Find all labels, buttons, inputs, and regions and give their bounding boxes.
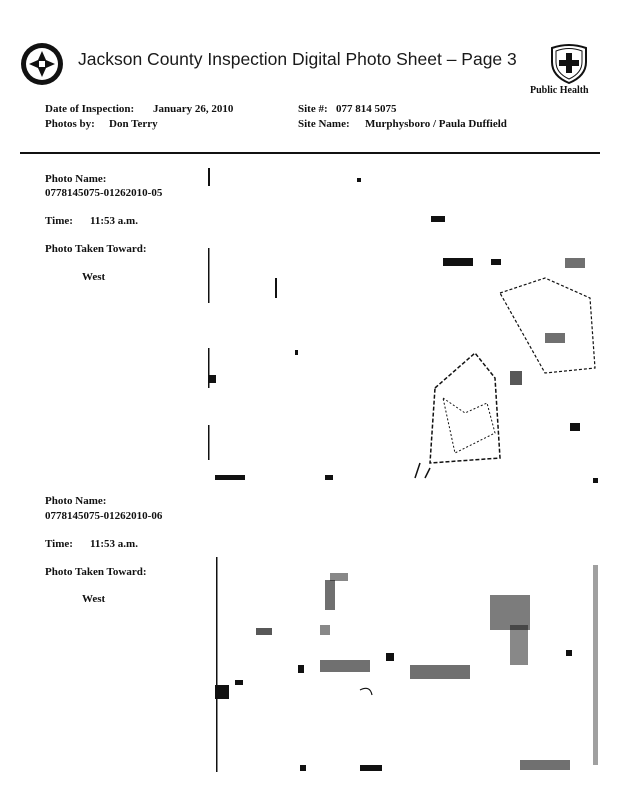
site-number-value: 077 814 5075 (336, 103, 397, 115)
header-divider (20, 152, 600, 154)
jackson-county-seal-icon (20, 42, 64, 86)
photo-1-name-label: Photo Name: (45, 173, 107, 185)
public-health-shield-icon (548, 42, 590, 84)
photo-1-time-label: Time: (45, 215, 73, 227)
date-of-inspection-value: January 26, 2010 (153, 103, 234, 115)
photo-1-toward-value: West (82, 271, 106, 283)
photo-1-time-value: 11:53 a.m. (90, 215, 138, 227)
photos-by-label: Photos by: (45, 118, 95, 130)
photo-2-name-label: Photo Name: (45, 495, 107, 507)
photos-by-value: Don Terry (109, 118, 158, 130)
photo-1-image (205, 163, 605, 483)
photo-2-toward-label: Photo Taken Toward: (45, 566, 147, 578)
site-name-value: Murphysboro / Paula Duffield (365, 118, 507, 130)
site-name-label: Site Name: (298, 118, 350, 130)
photo-2-image (210, 555, 605, 780)
photo-2-time-value: 11:53 a.m. (90, 538, 138, 550)
photo-2-name-value: 0778145075-01262010-06 (45, 510, 163, 522)
page-title: Jackson County Inspection Digital Photo Sheet – Page 3 (78, 49, 517, 69)
public-health-logo-text: Public Health (530, 85, 589, 96)
photo-2-toward-value: West (82, 593, 106, 605)
site-number-label: Site #: (298, 103, 328, 115)
photo-2-time-label: Time: (45, 538, 73, 550)
photo-1-toward-label: Photo Taken Toward: (45, 243, 147, 255)
photo-1-name-value: 0778145075-01262010-05 (45, 187, 163, 199)
date-of-inspection-label: Date of Inspection: (45, 103, 135, 115)
